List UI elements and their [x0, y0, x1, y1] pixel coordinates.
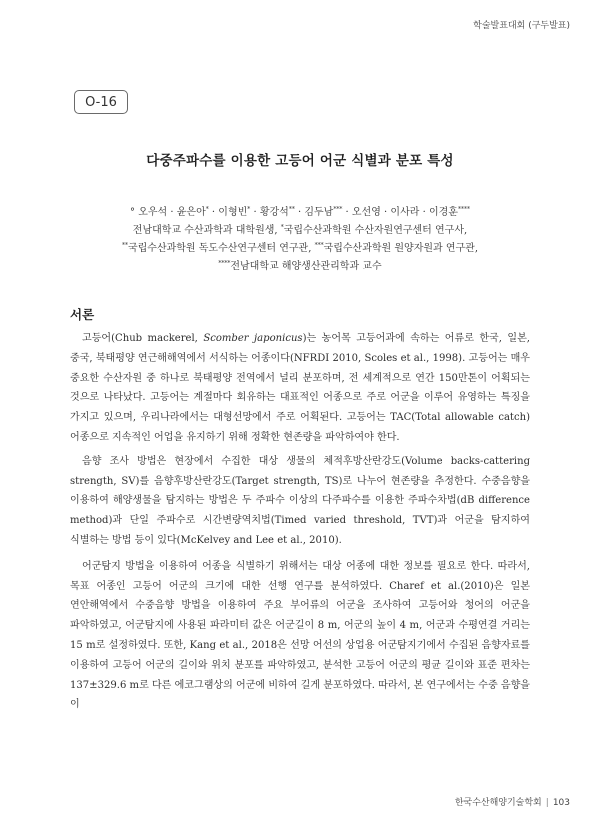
author-name: 오우석 — [138, 207, 168, 218]
affiliation-mark: ** — [288, 206, 295, 213]
body-text — [70, 329, 530, 719]
paragraph-1 — [70, 329, 530, 448]
session-code: O-16 — [85, 94, 117, 110]
author-separator: · — [208, 207, 219, 218]
affiliation-mark: * — [205, 206, 209, 213]
running-header: 학술발표대회 (구두발표) — [473, 21, 570, 31]
author-separator: · — [250, 207, 260, 218]
author-name: 윤은아 — [176, 207, 206, 218]
affiliation-line-3 — [0, 258, 600, 276]
author-name: 이형빈 — [218, 207, 248, 218]
affiliation-mark: **** — [457, 206, 470, 213]
author-name: 이사라 — [390, 207, 420, 218]
author-list — [0, 204, 600, 222]
affiliation-mark: **** — [218, 260, 231, 267]
affiliation-4: 국립수산과학원 원양자원과 연구관, — [323, 243, 479, 254]
author-separator: · — [342, 207, 352, 218]
page-footer: 한국수산해양기술학회 | 103 — [454, 798, 570, 808]
affiliation-line-1 — [0, 222, 600, 240]
author-separator: · — [380, 207, 391, 218]
paragraph-text: 고등어(Chub mackerel, — [82, 333, 204, 344]
author-name: 김두남 — [304, 207, 334, 218]
author-separator: · — [294, 207, 305, 218]
journal-name: 한국수산해양기술학회 — [454, 798, 542, 808]
affiliation-mark: * — [247, 206, 251, 213]
author-name: 오선영 — [351, 207, 381, 218]
paper-title: 다중주파수를 이용한 고등어 어군 식별과 분포 특성 — [146, 153, 454, 169]
author-separator: · — [167, 207, 177, 218]
affiliation-mark: ** — [121, 242, 128, 249]
affiliation-mark: * — [280, 224, 284, 231]
author-block — [0, 204, 600, 276]
section-heading: 서론 — [70, 307, 95, 322]
affiliation-1: 전남대학교 수산과학과 대학원생, — [132, 225, 278, 236]
author-name: 황강석 — [259, 207, 289, 218]
affiliation-5: 전남대학교 해양생산관리학과 교수 — [230, 261, 382, 272]
paragraph-3: 어군탐지 방법을 이용하여 어종을 식별하기 위해서는 대상 어종에 대한 정보를 필요로 한다. 따라서, 목표 어종인 고등어 어군의 크기에 대한 선행 연구를 분석하였다. Charef et al.(2010)은 일본 연안해역에서 수중음향 방법을 이용하여 주요 부어류의 어군을 조사하여 고등어와 청어의 어군을 파악하였고, 어군탐지에 사용된 파라미터 값은 어군길이 8 m, 어군의 높이 4 m, 어군과 수평연결 거리는 15 m로 설정하였다. 또한, Kang et al., 2018은 선망 어선의 상업용 어군탐지기에서 수집된 음향자료를 이용하여 고등어 어군의 길이와 위치 분포를 파악하였고, 분석한 고등어 어군의 평균 길이와 표준 편차는 137±329.6 m로 다른 에코그램상의 어군에 비하여 길게 분포하였다. 따라서, 본 연구에서는 수중 음향을 이 — [70, 560, 530, 711]
affiliation-line-2 — [0, 240, 600, 258]
affiliation-mark: *** — [333, 206, 343, 213]
affiliation-3: 국립수산과학원 독도수산연구센터 연구관, — [127, 243, 312, 254]
affiliation-2: 국립수산과학원 수산자원연구센터 연구사, — [283, 225, 468, 236]
page-number: 103 — [552, 798, 570, 808]
author-separator: · — [419, 207, 429, 218]
paragraph-text: )는 농어목 고등어과에 속하는 어류로 한국, 일본, 중국, 북태평양 연근해해역에서 서식하는 어종이다(NFRDI 2010, Scoles et al., 1998). 고등어는 매우 중요한 수산자원 중 하나로 북태평양 전역에서 널리 분포하며, 전 세계적으로 연간 150만톤이 어획되는 것으로 나타났다. 고등어는 계절마다 회유하는 대표적인 어종으로 주로 어군을 이루어 유영하는 특징을 가지고 있으며, 우리나라에서는 대형선망에서 주로 어획된다. 고등어는 TAC(Total allowable catch) 어종으로 지속적인 어업을 유지하기 위해 정확한 현존량을 파악하여야 한다. — [70, 333, 531, 443]
session-code-badge — [74, 90, 128, 114]
presenter-marker: ° — [130, 207, 139, 218]
author-name: 이경훈 — [428, 207, 458, 218]
affiliation-mark: *** — [314, 242, 324, 249]
paragraph-2: 음향 조사 방법은 현장에서 수집한 대상 생물의 체적후방산란강도(Volume backs-cattering strength, SV)를 음향후방산란강도(Target strength, TS)로 나누어 현존량을 추정한다. 수중음향을 이용하여 해양생물을 탐지하는 방법은 두 주파수 이상의 다주파수를 이용한 주파수차법(dB difference method)과 단일 주파수로 시간변량역치법(Timed varied threshold, TVT)과 어군을 탐지하여 식별하는 방법 등이 있다(McKelvey and Lee et al., 2010). — [70, 455, 530, 546]
species-name: Scomber japonicus — [203, 333, 303, 344]
